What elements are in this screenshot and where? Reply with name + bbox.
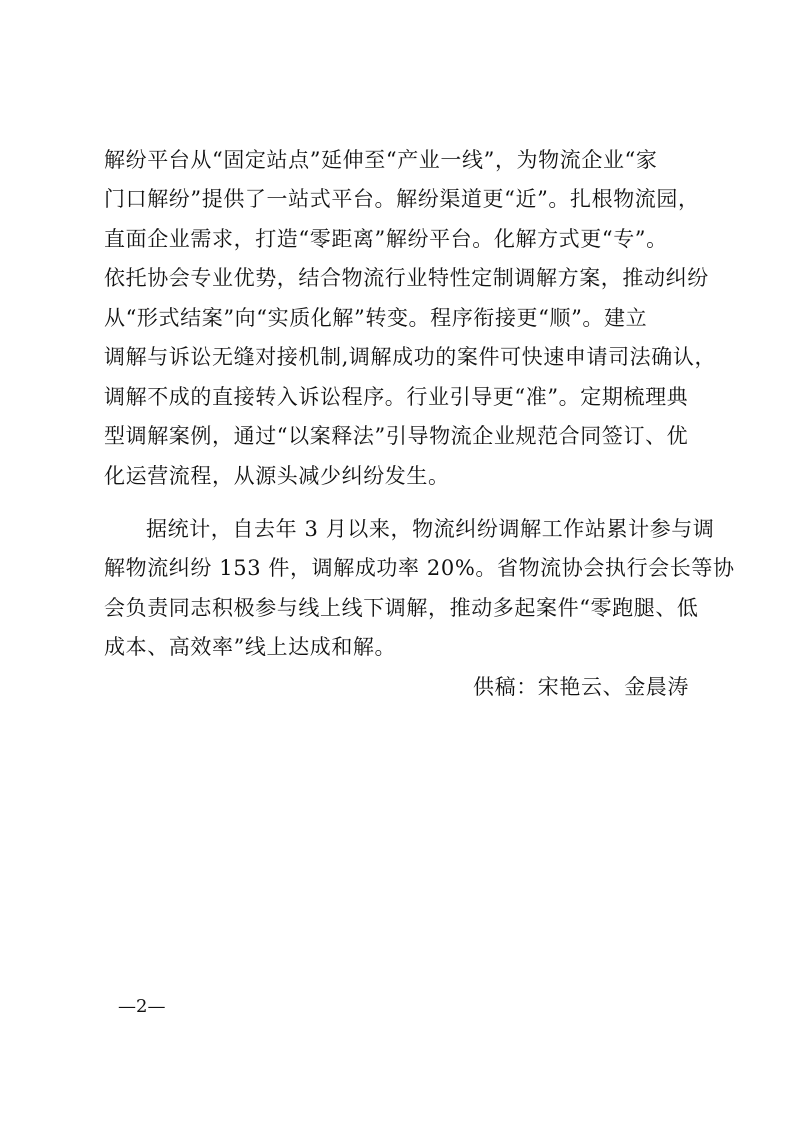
paragraph-line: 从“形式结案”向“实质化解”转变。程序衔接更“顺”。建立	[104, 306, 648, 330]
paragraph-line: 依托协会专业优势，结合物流行业特性定制调解方案，推动纠纷	[104, 266, 709, 290]
paragraph-line: 会负责同志积极参与线上线下调解，推动多起案件“零跑腿、低	[104, 596, 699, 620]
paragraph-line: 成本、高效率”线上达成和解。	[104, 635, 397, 659]
page-number: —2—	[118, 996, 166, 1017]
paragraph-line: 型调解案例，通过“以案释法”引导物流企业规范合同签订、优	[104, 424, 689, 448]
signature: 供稿：宋艳云、金晨涛	[473, 675, 689, 699]
paragraph-line: 门口解纷”提供了一站式平台。解纷渠道更“近”。扎根物流园，	[104, 187, 700, 211]
paragraph-line: 直面企业需求，打造“零距离”解纷平台。化解方式更“专”。	[104, 227, 668, 251]
paragraph-line: 调解不成的直接转入诉讼程序。行业引导更“准”。定期梳理典	[104, 385, 689, 409]
paragraph-line: 化运营流程，从源头减少纠纷发生。	[104, 464, 450, 488]
paragraph-line: 解物流纠纷 153 件，调解成功率 20%。省物流协会执行会长等协	[104, 556, 735, 580]
paragraph-line: 据统计，自去年 3 月以来，物流纠纷调解工作站累计参与调	[146, 517, 715, 541]
paragraph-line: 调解与诉讼无缝对接机制,调解成功的案件可快速申请司法确认，	[104, 345, 717, 369]
paragraph-line: 解纷平台从“固定站点”延伸至“产业一线”，为物流企业“家	[104, 148, 658, 172]
